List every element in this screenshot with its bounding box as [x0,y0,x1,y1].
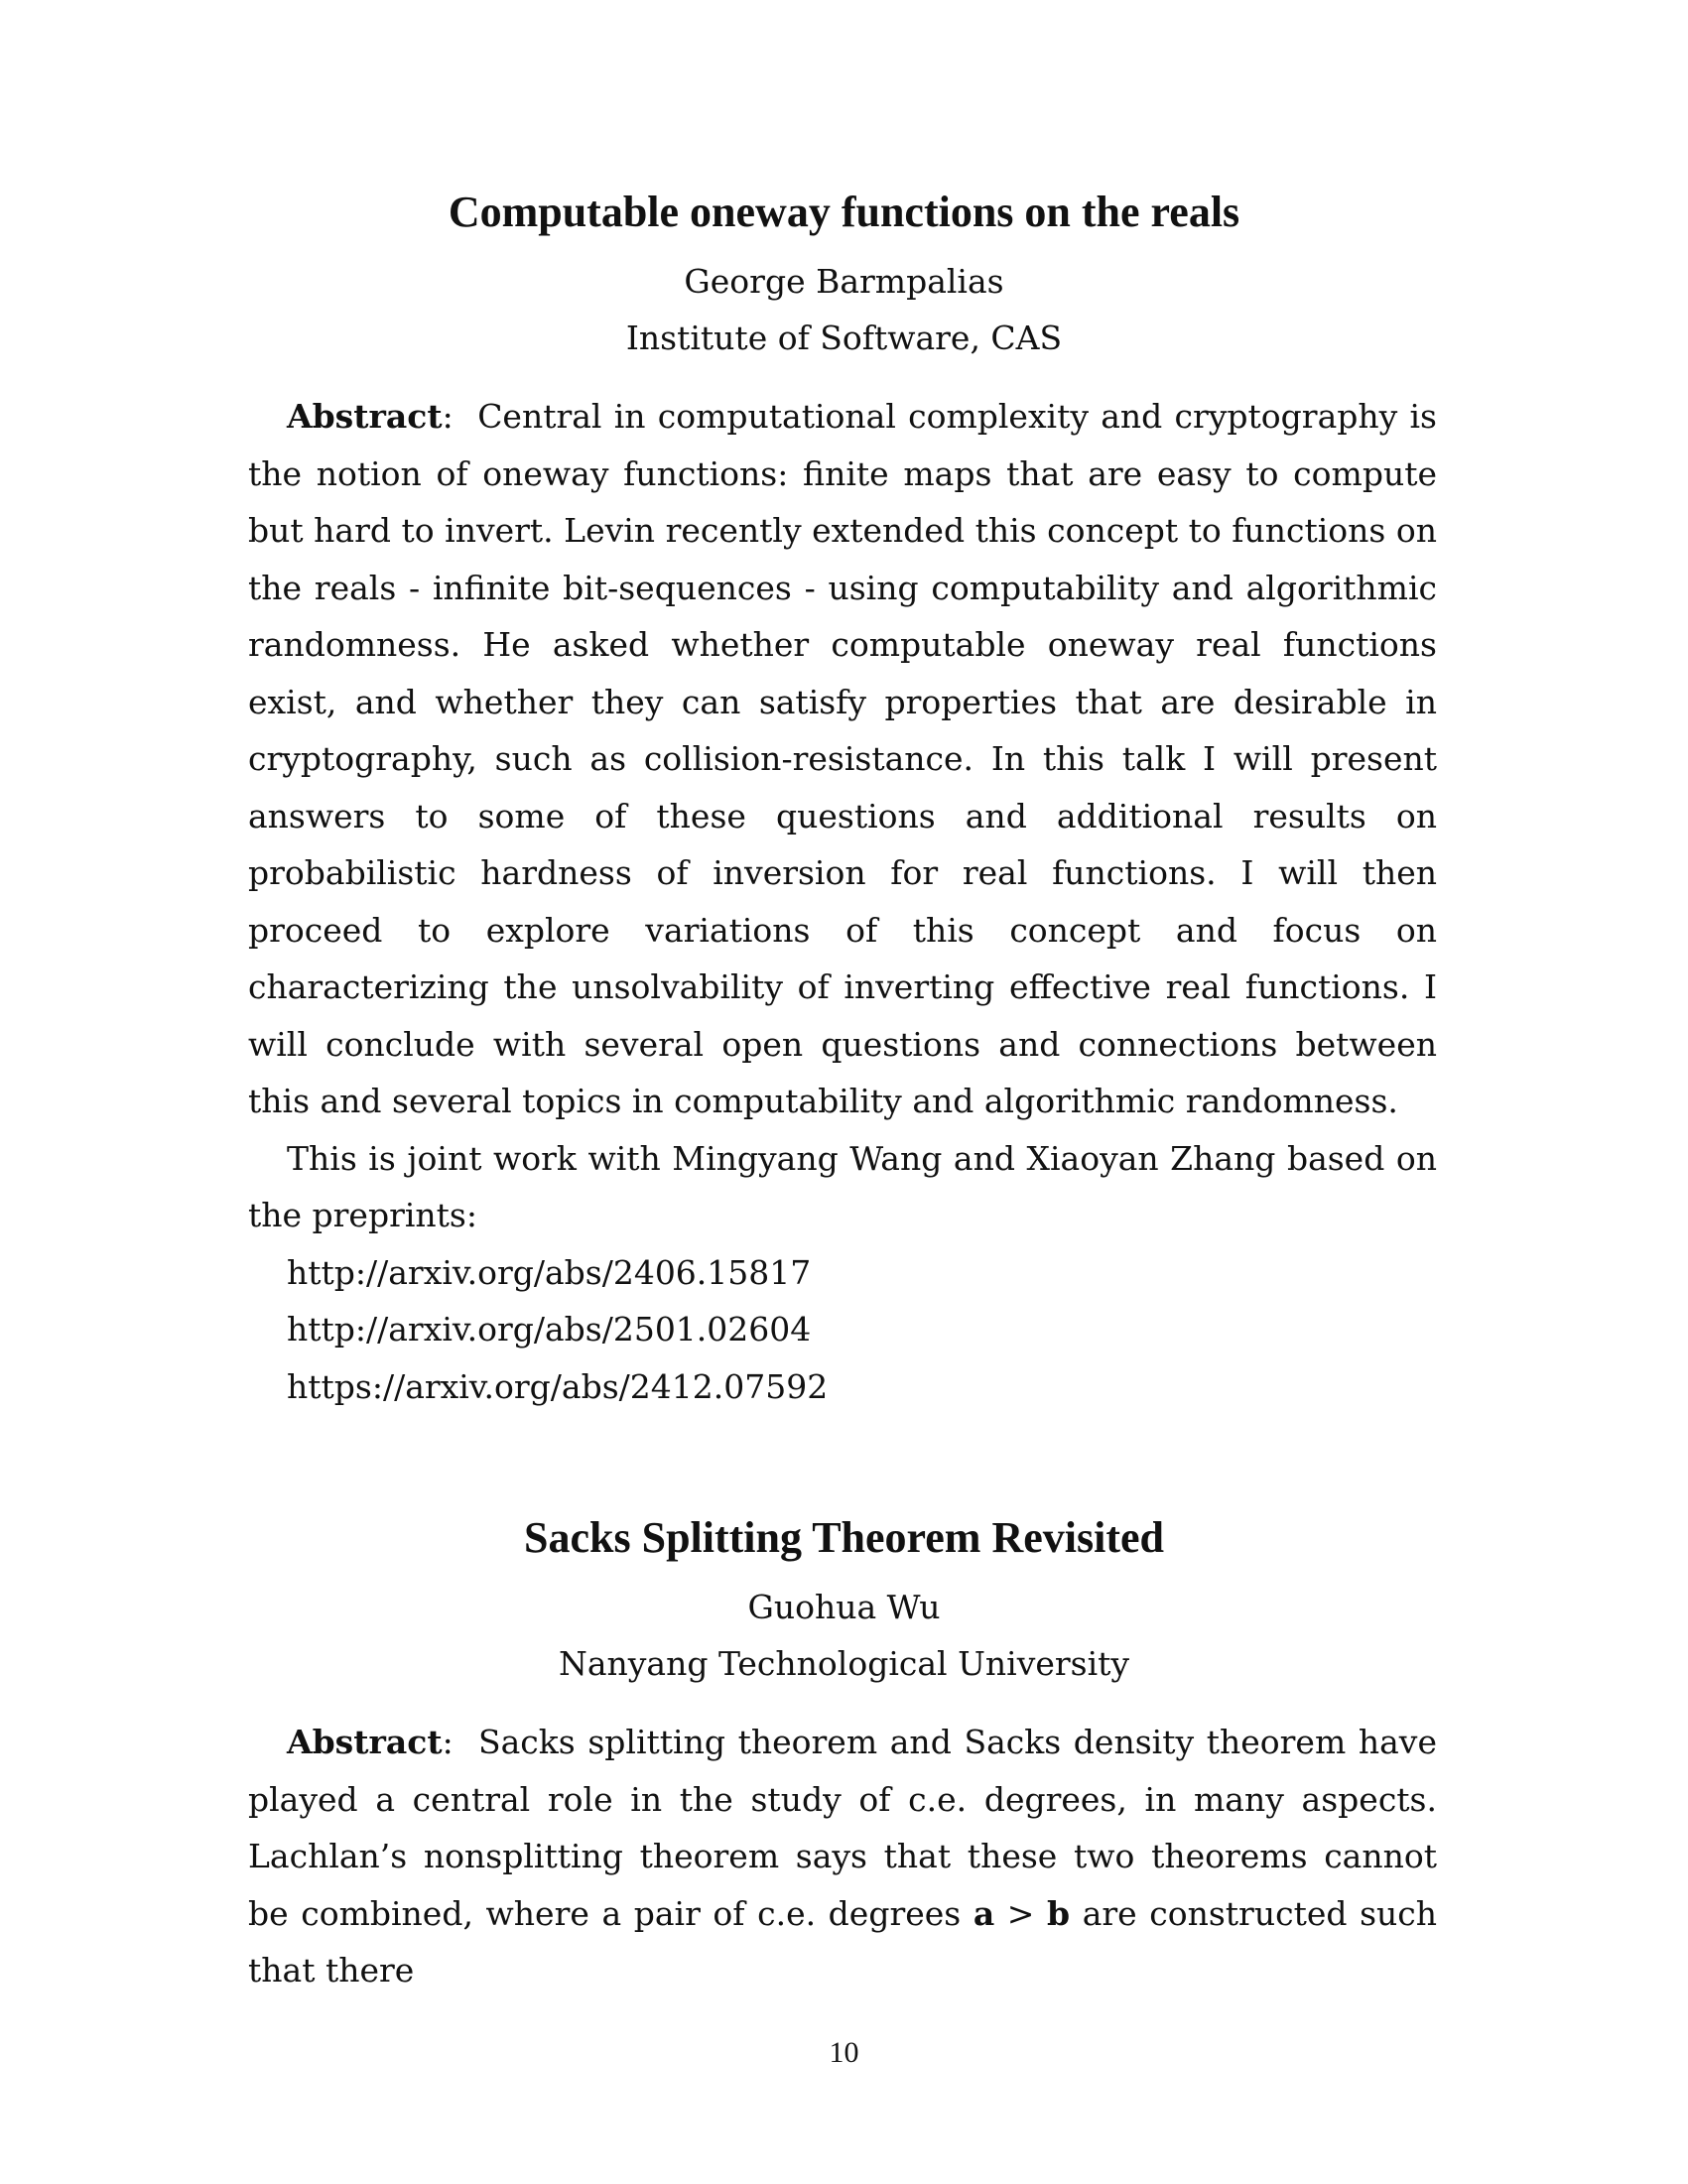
talk-2-abstract-text: Sacks splitting theorem and Sacks density theorem have played a central role in the study of c.e. degrees, in many aspects. Lachlan’s nonsplitting theorem says that these two theorems cannot be combined, where a pair of c.e. degrees [248,1723,1437,1933]
talk-2-abstract-label: Abstract [287,1723,443,1761]
talk-2-speaker: Guohua Wu [747,1588,941,1626]
math-degree-a: a [973,1893,995,1933]
talk-2-affiliation: Nanyang Technological University [558,1644,1130,1683]
talk-2-abstract-text-tail: are constructed such that there [248,1893,1437,1990]
talk-2-abstract [248,1714,1437,1999]
talk-1-title: Computable oneway functions on the reals [448,188,1240,236]
talk-1-abstract-label: Abstract [287,397,443,436]
talk-1-preprint-links [248,1244,1437,1416]
preprint-link-1[interactable]: http://arxiv.org/abs/2406.15817 [287,1252,812,1292]
talk-1-abstract [248,388,1437,1415]
talk-1-speaker: George Barmpalias [684,262,1004,301]
preprint-link-3[interactable]: https://arxiv.org/abs/2412.07592 [287,1366,829,1406]
math-degree-b: b [1047,1893,1071,1933]
math-greater-than: > [994,1893,1048,1933]
talk-1-abstract-text: Central in computational complexity and cryptography is the notion of oneway functions: finite maps that are easy to compute but hard to invert. Levin recently extended this concept to functions on the reals - infinite bit-sequences - using computability and algorithmic randomness. He asked whether computable oneway real functions exist, and whether they can satisfy properties that are desirable in cryptography, such as collision-resistance. In this talk I will present answers to some of these questions and additional results on probabilistic hardness of inversion for real functions. I will then proceed to explore variations of this concept and focus on characterizing the unsolvability of inverting effective real functions. I will conclude with several open questions and connections between this and several topics in computability and algorithmic randomness. [248,397,1437,1120]
talk-2-abstract-paragraph: Abstract: Sacks splitting theorem and Sacks density theorem have played a central role in the study of c.e. degrees, in many aspects. Lachlan’s nonsplitting theorem says that these two theorems cannot be combined, where a pair of c.e. degrees a > b are constructed such that there [248,1723,1437,1990]
talk-1-abstract-paragraph: Abstract: Central in computational complexity and cryptography is the notion of oneway functions: finite maps that are easy to compute but hard to invert. Levin recently extended this concept to functions on the reals - infinite bit-sequences - using computability and algorithmic randomness. He asked whether computable oneway real functions exist, and whether they can satisfy properties that are desirable in cryptography, such as collision-resistance. In this talk I will present answers to some of these questions and additional results on probabilistic hardness of inversion for real functions. I will then proceed to explore variations of this concept and focus on characterizing the unsolvability of inverting effective real functions. I will conclude with several open questions and connections between this and several topics in computability and algorithmic randomness. [248,397,1437,1120]
page-number: 10 [829,2036,859,2069]
talk-1-affiliation: Institute of Software, CAS [625,319,1063,357]
talk-1-joint-work: This is joint work with Mingyang Wang and Xiaoyan Zhang based on the preprints: [248,1138,1437,1234]
preprint-link-2[interactable]: http://arxiv.org/abs/2501.02604 [287,1310,812,1349]
talk-2-title: Sacks Splitting Theorem Revisited [524,1513,1164,1562]
